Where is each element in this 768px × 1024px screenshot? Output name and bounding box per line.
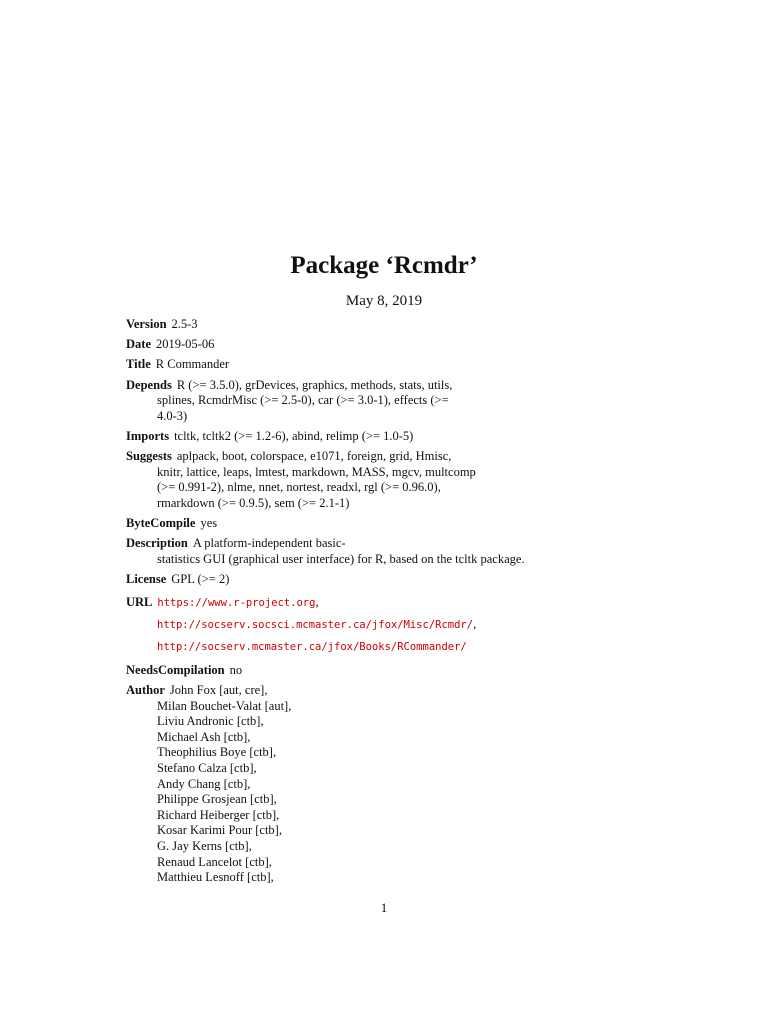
package-fields xyxy=(126,317,726,890)
url-link[interactable]: http://socserv.mcmaster.ca/jfox/Books/RCommander/ xyxy=(157,641,467,654)
field-key-license: License xyxy=(126,572,167,587)
field-value-suggests-line: aplpack, boot, colorspace, e1071, foreign, grid, Hmisc, xyxy=(176,449,452,464)
author-line: G. Jay Kerns [ctb], xyxy=(157,838,252,853)
field-value-version: 2.5-3 xyxy=(171,317,198,331)
field-bytecompile xyxy=(126,516,726,532)
field-key-imports: Imports xyxy=(126,428,170,443)
field-value-title: R Commander xyxy=(155,357,230,372)
url-link[interactable]: https://www.r-project.org xyxy=(157,597,316,610)
author-line: Philippe Grosjean [ctb], xyxy=(157,792,277,807)
field-title xyxy=(126,357,726,373)
field-value-description-line: statistics GUI (graphical user interface) for R, based on the tcltk package. xyxy=(157,551,525,566)
author-line: John Fox [aut, cre], xyxy=(169,683,268,698)
field-author xyxy=(126,683,726,886)
field-key-suggests: Suggests xyxy=(126,449,172,464)
author-line: Theophilius Boye [ctb], xyxy=(157,745,277,760)
field-key-description: Description xyxy=(126,536,188,551)
field-value-needscompilation: no xyxy=(229,662,243,677)
author-line: Andy Chang [ctb], xyxy=(157,776,251,791)
field-value-date: 2019-05-06 xyxy=(156,337,215,352)
page-number: 1 xyxy=(380,900,388,915)
field-key-needscompilation: NeedsCompilation xyxy=(126,662,225,677)
field-key-url: URL xyxy=(126,595,153,610)
field-url xyxy=(126,592,726,658)
field-license xyxy=(126,572,726,588)
author-line: Milan Bouchet-Valat [aut], xyxy=(157,698,292,713)
field-key-title: Title xyxy=(126,357,151,372)
field-value-description-line: A platform-independent basic- xyxy=(192,536,346,551)
field-key-bytecompile: ByteCompile xyxy=(126,516,196,531)
author-line: Richard Heiberger [ctb], xyxy=(157,807,280,822)
field-value-depends-line: R (>= 3.5.0), grDevices, graphics, methods, stats, utils, xyxy=(176,377,453,392)
url-link[interactable]: http://socserv.socsci.mcmaster.ca/jfox/Misc/Rcmdr/ xyxy=(157,619,474,632)
field-depends xyxy=(126,378,726,425)
field-key-version: Version xyxy=(126,317,167,331)
field-value-imports: tcltk, tcltk2 (>= 1.2-6), abind, relimp (>= 1.0-5) xyxy=(174,428,414,443)
field-value-depends-line: splines, RcmdrMisc (>= 2.5-0), car (>= 3.0-1), effects (>= xyxy=(157,393,449,408)
field-value-license: GPL (>= 2) xyxy=(171,572,230,587)
field-suggests xyxy=(126,449,726,511)
field-value-suggests-line: rmarkdown (>= 0.9.5), sem (>= 2.1-1) xyxy=(157,495,350,510)
field-value-suggests-line: knitr, lattice, leaps, lmtest, markdown, MASS, mgcv, multcomp xyxy=(157,464,476,479)
author-line: Michael Ash [ctb], xyxy=(157,729,251,744)
field-value-bytecompile: yes xyxy=(200,516,218,531)
author-line: Matthieu Lesnoff [ctb], xyxy=(157,870,274,885)
field-needscompilation xyxy=(126,663,726,679)
field-imports xyxy=(126,429,726,445)
field-value-suggests-line: (>= 0.991-2), nlme, nnet, nortest, readxl, rgl (>= 0.96.0), xyxy=(157,480,441,495)
field-version xyxy=(126,317,726,333)
field-key-depends: Depends xyxy=(126,377,172,392)
field-description xyxy=(126,536,726,567)
field-value-depends-line: 4.0-3) xyxy=(157,408,188,423)
author-line: Kosar Karimi Pour [ctb], xyxy=(157,823,282,838)
field-key-author: Author xyxy=(126,683,165,698)
url-separator: , xyxy=(473,617,477,632)
field-date xyxy=(126,337,726,353)
field-key-date: Date xyxy=(126,337,151,352)
author-line: Stefano Calza [ctb], xyxy=(157,761,257,775)
package-title: Package ‘Rcmdr’ xyxy=(290,252,478,279)
url-separator: , xyxy=(315,595,319,610)
author-line: Renaud Lancelot [ctb], xyxy=(157,854,272,869)
author-line: Liviu Andronic [ctb], xyxy=(157,714,264,729)
publication-date: May 8, 2019 xyxy=(345,293,423,309)
